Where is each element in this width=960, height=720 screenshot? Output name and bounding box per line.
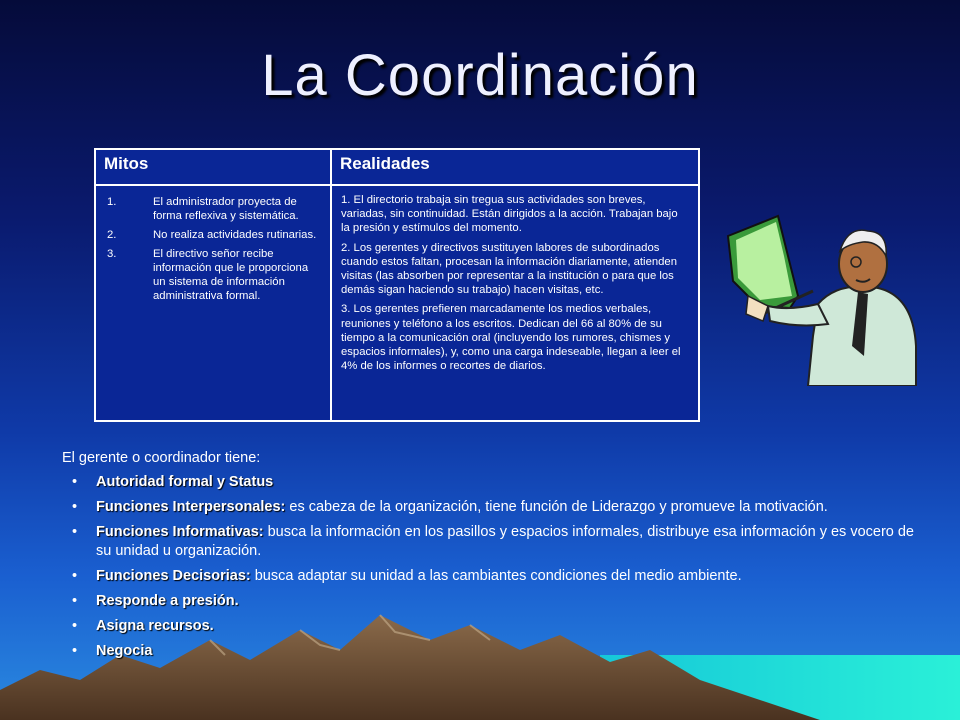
item-bold: Funciones Informativas: [96,524,264,540]
bullet-icon: • [72,593,78,609]
gerente-list [62,473,922,661]
bullet-icon: • [72,474,78,490]
page-title: La Coordinación [261,43,699,108]
item-number: 1. [107,196,117,208]
item-text: es cabeza de la organización, tiene función de Liderazgo y promueve la motivación. [285,499,828,515]
item-bold: Asigna recursos. [96,618,214,634]
bullet-icon: • [72,568,78,584]
gerente-intro: El gerente o coordinador tiene: [62,450,261,466]
header-mitos: Mitos [95,149,331,185]
list-item [62,473,922,492]
bullet-icon: • [72,524,78,540]
list-item [62,498,922,517]
item-bold: Negocia [96,643,153,659]
list-item [62,567,922,586]
realidad-paragraph: 2. Los gerentes y directivos sustituyen labores de subordinados cuando estos faltan, procesan la información diariamente, atienden visitas (las absorben por representar a la institución o para que los demás sigan haciendo su trabajo) hacen visitas, etc. [341,241,677,297]
item-bold: Autoridad formal y Status [96,474,274,490]
mitos-cell [95,185,331,421]
header-realidades: Realidades [331,149,699,185]
list-item [62,617,922,636]
realidad-paragraph: 1. El directorio trabaja sin tregua sus actividades son breves, variadas, sin continuidad. Están dirigidos a la acción. Trabajan bajo la presión y estímulos del momento. [341,194,678,235]
list-item [107,247,321,303]
item-text: busca adaptar su unidad a las cambiantes condiciones del medio ambiente. [250,568,742,584]
item-text: El administrador proyecta de forma reflexiva y sistemática. [153,196,299,222]
list-item [107,195,321,223]
item-bold: Funciones Interpersonales: [96,499,286,515]
list-item [62,523,922,561]
list-item [62,592,922,611]
bullet-icon: • [72,643,78,659]
gerente-section [62,449,922,667]
item-number: 2. [107,229,117,241]
bullet-icon: • [72,618,78,634]
presenter-clipart-icon [718,196,918,386]
mitos-realidades-table [94,148,700,422]
item-text: busca la información en los pasillos y espacios informales, distribuye esa información y es vocero de su unidad u organización. [96,524,914,559]
bullet-icon: • [72,499,78,515]
item-bold: Funciones Decisorias: [96,568,251,584]
item-number: 3. [107,248,117,260]
realidad-paragraph: 3. Los gerentes prefieren marcadamente los medios verbales, reuniones y teléfono a los escritos. Dedican del 66 al 80% de su tiempo a la comunicación oral (incluyendo los rumores, chismes y espacios informales), y, como una carga indeseable, llegan a leer el 4% de los informes o recortes de diarios. [341,303,681,373]
list-item [62,642,922,661]
item-bold: Responde a presión. [96,593,239,609]
item-text: El directivo señor recibe información que le proporciona un sistema de información administrativa formal. [153,248,309,302]
realidades-cell [331,185,699,421]
item-text: No realiza actividades rutinarias. [153,229,317,241]
list-item [107,228,321,242]
